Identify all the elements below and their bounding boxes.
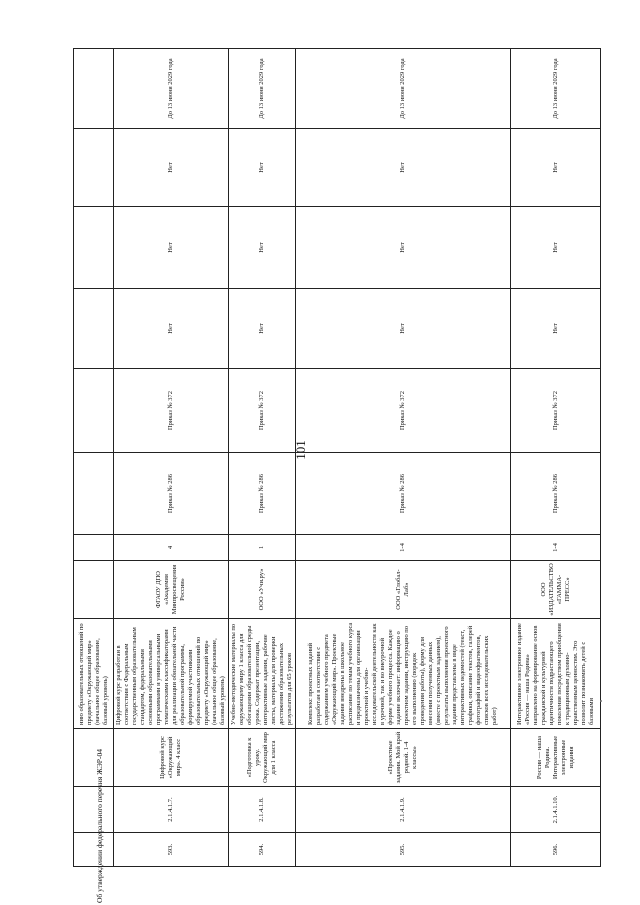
cell-grade: 4 xyxy=(114,535,229,561)
cell-col11: Нет xyxy=(511,129,601,207)
cell-col10: Нет xyxy=(114,207,229,289)
cell-description: Учебно-методические материалы по окружающему миру 1 класса для обогащения образовательной среды урока. Содержат презентации, интерактивные задания, рабочие листы, материалы для проверки достижения образовательных результатов для 65 уроков xyxy=(229,619,296,729)
cell-col9: Нет xyxy=(296,289,511,369)
cell-num: 596. xyxy=(511,833,601,867)
cell-name: Цифровой курс «Окружающий мир». 4 класс xyxy=(114,729,229,787)
cell-name: «Подготовка к уроку. Окружающий мир для 1 класса xyxy=(229,729,296,787)
cell-name xyxy=(74,729,114,787)
cell-developer xyxy=(74,561,114,619)
cell-deadline: До 13 июня 2029 года xyxy=(114,49,229,129)
cell-num: 594. xyxy=(229,833,296,867)
scan-speck xyxy=(600,700,602,702)
cell-col11: Нет xyxy=(114,129,229,207)
cell-code: 2.1.4.1.8. xyxy=(229,787,296,833)
cell-description: Интерактивное электронное издание «Россия — наша Родина» направлено на формирование основ гражданской и культурной идентичности подрастающего поколения посредством приобщения к традиционным духовно-нравственным ценностям. Это позволит познакомить детей с базовыми xyxy=(511,619,601,729)
cell-code: 2.1.4.1.9. xyxy=(296,787,511,833)
cell-description: Комплекс проектных заданий разработан в соответствии с содержанием учебного предмета «Окружающий мир». Проектные задания внедрены в школьное расписание по темам учебного курса и предназначены для организации проектной и учебно-исследовательской деятельности как в урочной, так и во внеурочной форме учебного процесса. Каждое задание включает: информацию о проектном задании, инструкцию по его выполнению (порядок проведения работы), форму для внесения полученных данных (вместе с проектным заданием), результаты выполнения проектного задания представлены в виде интерактивных ведомостей (текст, графики, описание текстов, галерей фотографий и видеофрагментов, списков всех исследовательских работ) xyxy=(296,619,511,729)
federal-list-table xyxy=(73,48,601,867)
cell-code: 2.1.4.1.10. xyxy=(511,787,601,833)
cell-deadline: До 13 июня 2029 года xyxy=(296,49,511,129)
cell-deadline xyxy=(74,49,114,129)
cell-col11: Нет xyxy=(296,129,511,207)
cell-grade xyxy=(74,535,114,561)
cell-developer: ФГАОУ ДПО «Академия Минпросвещения России» xyxy=(114,561,229,619)
cell-developer: ООО «ИЗДАТЕЛЬСТВО «ГАММА-ПРЕСС» xyxy=(511,561,601,619)
cell-code xyxy=(74,787,114,833)
cell-grade: 1-4 xyxy=(511,535,601,561)
cell-num: 593. xyxy=(114,833,229,867)
table-row xyxy=(296,49,511,867)
cell-col10: Нет xyxy=(296,207,511,289)
cell-num: 595. xyxy=(296,833,511,867)
cell-deadline: До 13 июня 2029 года xyxy=(229,49,296,129)
cell-order-1: Приказ № 286 xyxy=(229,453,296,535)
cell-col11 xyxy=(74,129,114,207)
cell-order-1 xyxy=(74,453,114,535)
page-number: 101 xyxy=(293,440,308,460)
cell-col9: Нет xyxy=(229,289,296,369)
cell-grade: 1 xyxy=(229,535,296,561)
cell-developer: ООО «Учи.ру» xyxy=(229,561,296,619)
cell-col10 xyxy=(74,207,114,289)
cell-col9: Нет xyxy=(511,289,601,369)
table-row xyxy=(229,49,296,867)
cell-developer: ООО «Глобал-Лаб» xyxy=(296,561,511,619)
cell-col11: Нет xyxy=(229,129,296,207)
document-footnote: Об утверждении федерального перечня ЖЭР-04 xyxy=(95,749,104,903)
cell-order-1: Приказ № 286 xyxy=(114,453,229,535)
cell-description: Цифровой курс разработан в соответствии с Федеральным государственным образовательным стандартом, федеральными основными образовательными программами и универсальными тематическими классификаторами для реализации обязательной части образовательной программы, формируемой участниками образовательных отношений по предмету «Окружающий мир» (начальное общее образование, базовый уровень) xyxy=(114,619,229,729)
cell-col10: Нет xyxy=(229,207,296,289)
cell-col9: Нет xyxy=(114,289,229,369)
cell-order-2: Приказ № 372 xyxy=(296,369,511,453)
cell-col9 xyxy=(74,289,114,369)
cell-order-2: Приказ № 372 xyxy=(114,369,229,453)
cell-order-1: Приказ № 286 xyxy=(296,453,511,535)
cell-num xyxy=(74,833,114,867)
cell-grade: 1-4 xyxy=(296,535,511,561)
cell-col10: Нет xyxy=(511,207,601,289)
cell-order-2: Приказ № 372 xyxy=(511,369,601,453)
cell-name: Россия — наша Родина. Интерактивные электронные издания xyxy=(511,729,601,787)
cell-description: нию образовательных отношений по предмету «Окружающий мир» (начальное общее образование, базовый уровень) xyxy=(74,619,114,729)
cell-deadline: До 13 июня 2029 года xyxy=(511,49,601,129)
cell-order-1: Приказ № 286 xyxy=(511,453,601,535)
table-row xyxy=(511,49,601,867)
table-row xyxy=(114,49,229,867)
cell-name: «Проектные задания. Мой край родной. 1-4 классы» xyxy=(296,729,511,787)
cell-order-2: Приказ № 372 xyxy=(229,369,296,453)
cell-order-2 xyxy=(74,369,114,453)
table-row-continuation xyxy=(74,49,114,867)
cell-code: 2.1.4.1.7. xyxy=(114,787,229,833)
